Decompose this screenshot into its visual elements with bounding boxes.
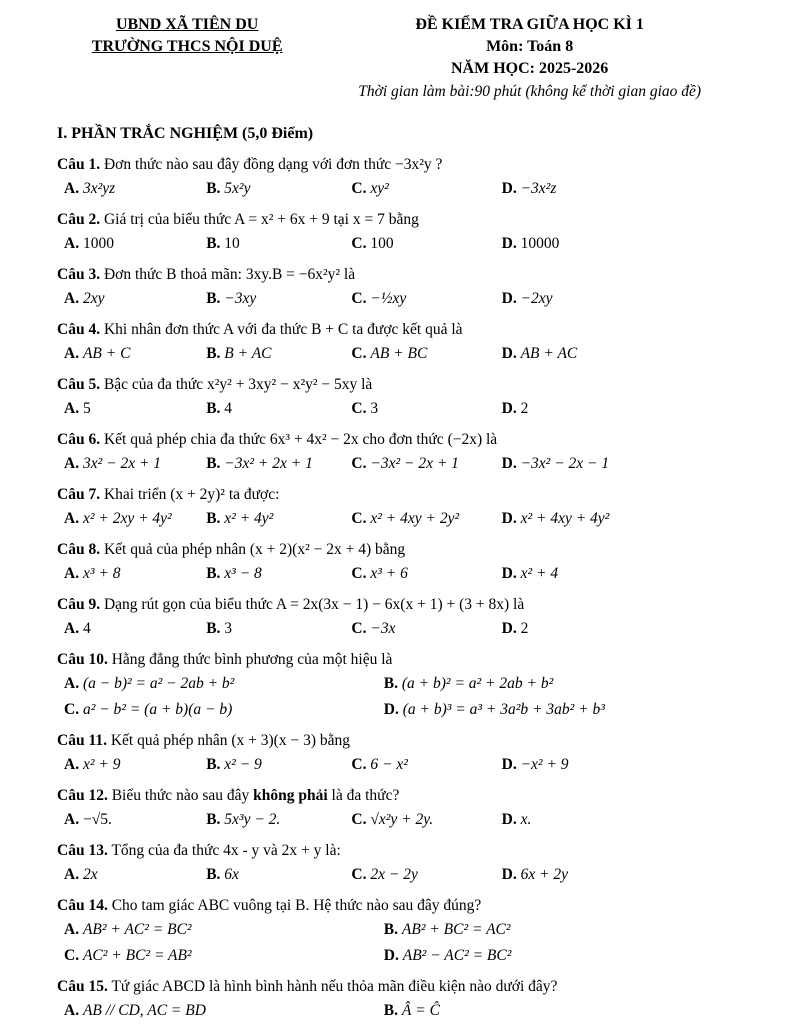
answer-option-d (502, 508, 742, 530)
option-letter: D. (383, 947, 399, 964)
answer-option-b (206, 754, 351, 776)
option-text: AB + BC (370, 345, 428, 362)
answer-option-c (351, 563, 501, 585)
question-label: Câu 10. (57, 651, 108, 668)
answer-option-c (351, 343, 501, 365)
option-text: −3x (370, 620, 396, 637)
option-letter: C. (351, 756, 367, 773)
option-letter: A. (64, 675, 80, 692)
option-text: 6 − x² (370, 756, 408, 773)
option-letter: B. (383, 921, 399, 938)
option-text: −3x²z (520, 180, 557, 197)
option-letter: D. (501, 455, 517, 472)
options-row (57, 618, 742, 640)
answer-option-d (502, 288, 742, 310)
option-text: 2xy (82, 290, 105, 307)
options-row (57, 288, 742, 310)
options-row (57, 453, 742, 475)
option-letter: B. (206, 235, 221, 252)
option-text: (a − b)² = a² − 2ab + b² (82, 675, 235, 692)
option-text: 3 (370, 400, 379, 417)
option-text: 4 (82, 620, 91, 637)
question-6 (57, 429, 742, 475)
answer-option-d (502, 809, 742, 831)
question-text: Đơn thức nào sau đây đồng dạng với đơn thức −3x²y ? (103, 156, 443, 173)
answer-option-a (64, 919, 384, 941)
answer-option-c (351, 398, 501, 420)
option-text: x. (520, 811, 532, 828)
question-11 (57, 730, 742, 776)
answer-option-c (351, 809, 501, 831)
question-text: Tứ giác ABCD là hình bình hành nếu thỏa mãn điều kiện nào dưới đây? (111, 978, 558, 995)
question-label: Câu 1. (57, 156, 101, 173)
option-letter: C. (351, 866, 367, 883)
option-text: x³ + 8 (82, 565, 121, 582)
answer-option-a (64, 673, 384, 695)
question-text: Kết quả phép chia đa thức 6x³ + 4x² − 2x cho đơn thức (−2x) là (103, 431, 498, 448)
option-letter: B. (206, 180, 221, 197)
answer-option-d (502, 178, 742, 200)
answer-option-d (502, 563, 742, 585)
question-line (57, 649, 742, 671)
question-line (57, 319, 742, 341)
option-letter: D. (501, 620, 517, 637)
answer-option-c (64, 945, 384, 967)
question-label: Câu 11. (57, 732, 107, 749)
option-letter: A. (64, 290, 80, 307)
option-text: AB² + AC² = BC² (82, 921, 192, 938)
option-letter: A. (64, 620, 80, 637)
answer-option-a (64, 398, 206, 420)
question-line (57, 154, 742, 176)
answer-option-c (351, 864, 501, 886)
question-label: Câu 5. (57, 376, 101, 393)
option-letter: B. (206, 455, 221, 472)
option-text: 6x (224, 866, 239, 883)
question-text: Hằng đẳng thức bình phương của một hiệu là (111, 651, 393, 668)
answer-option-a (64, 754, 206, 776)
header-exam-block (317, 14, 742, 103)
question-text: Kết quả của phép nhân (x + 2)(x² − 2x + 4) bằng (103, 541, 406, 558)
option-text: 1000 (82, 235, 114, 252)
option-letter: D. (501, 866, 517, 883)
option-letter: C. (64, 701, 80, 718)
answer-option-b (206, 398, 351, 420)
option-text: 5 (82, 400, 91, 417)
option-text: −√5. (82, 811, 112, 828)
option-letter: C. (351, 455, 367, 472)
option-letter: D. (501, 290, 517, 307)
option-text: −3xy (224, 290, 257, 307)
option-letter: C. (351, 345, 367, 362)
option-letter: C. (351, 235, 367, 252)
exam-time-note: Thời gian làm bài:90 phút (không kể thời gian giao đề) (358, 83, 702, 100)
answer-option-b (384, 919, 742, 941)
option-letter: A. (64, 455, 80, 472)
answer-option-a (64, 453, 206, 475)
option-text: 100 (370, 235, 394, 252)
answer-option-c (351, 453, 501, 475)
option-letter: A. (64, 345, 80, 362)
answer-option-b (206, 233, 351, 255)
option-letter: B. (206, 620, 221, 637)
options-row (57, 398, 742, 420)
option-letter: D. (501, 756, 517, 773)
option-letter: A. (64, 756, 80, 773)
option-letter: D. (383, 701, 399, 718)
options-row (57, 343, 742, 365)
option-letter: A. (64, 565, 80, 582)
option-text: −3x² − 2x + 1 (370, 455, 459, 472)
option-letter: D. (501, 811, 517, 828)
options-row (57, 673, 742, 721)
option-text: 2x − 2y (370, 866, 418, 883)
option-letter: B. (206, 510, 221, 527)
option-letter: C. (351, 400, 367, 417)
option-letter: D. (501, 235, 517, 252)
option-text: xy² (370, 180, 389, 197)
question-12 (57, 785, 742, 831)
option-letter: A. (64, 400, 80, 417)
option-letter: D. (501, 345, 517, 362)
option-text: −2xy (520, 290, 553, 307)
option-letter: C. (351, 290, 367, 307)
question-13 (57, 840, 742, 886)
answer-option-c (351, 508, 501, 530)
options-row (57, 563, 742, 585)
question-14 (57, 895, 742, 967)
exam-header (57, 14, 742, 103)
question-5 (57, 374, 742, 420)
question-label: Câu 3. (57, 266, 101, 283)
option-text: x² + 4 (520, 565, 559, 582)
option-text: 2 (520, 620, 529, 637)
option-letter: A. (64, 235, 80, 252)
answer-option-c (351, 233, 501, 255)
answer-option-a (64, 178, 206, 200)
answer-option-c (351, 618, 501, 640)
option-text: 5x³y − 2. (224, 811, 281, 828)
options-row (57, 1000, 742, 1022)
exam-title: ĐỀ KIỂM TRA GIỮA HỌC KÌ 1 (415, 16, 644, 33)
option-letter: C. (351, 510, 367, 527)
question-1 (57, 154, 742, 200)
question-line (57, 539, 742, 561)
option-letter: A. (64, 510, 80, 527)
answer-option-d (502, 864, 742, 886)
option-text: 4 (224, 400, 233, 417)
question-label: Câu 9. (57, 596, 101, 613)
answer-option-a (64, 288, 206, 310)
option-letter: C. (351, 811, 367, 828)
option-letter: B. (383, 675, 399, 692)
question-line (57, 895, 742, 917)
answer-option-c (351, 288, 501, 310)
question-2 (57, 209, 742, 255)
option-letter: B. (206, 756, 221, 773)
option-letter: C. (351, 620, 367, 637)
option-letter: C. (351, 180, 367, 197)
option-text: 10000 (520, 235, 560, 252)
question-label: Câu 4. (57, 321, 101, 338)
option-text: AB² + BC² = AC² (401, 921, 511, 938)
options-row (57, 508, 742, 530)
answer-option-a (64, 809, 206, 831)
answer-option-a (64, 1000, 384, 1022)
answer-option-d (384, 945, 742, 967)
question-label: Câu 13. (57, 842, 108, 859)
option-text: 2x (82, 866, 98, 883)
option-text: x³ − 8 (224, 565, 262, 582)
answer-option-c (351, 754, 501, 776)
option-text: x² + 4y² (224, 510, 274, 527)
question-9 (57, 594, 742, 640)
option-text: AB // CD, AC = BD (82, 1002, 206, 1019)
question-4 (57, 319, 742, 365)
option-text: AC² + BC² = AB² (82, 947, 192, 964)
option-text: x² + 4xy + 2y² (370, 510, 460, 527)
option-letter: B. (206, 811, 221, 828)
answer-option-d (502, 453, 742, 475)
option-letter: B. (206, 290, 221, 307)
question-label: Câu 2. (57, 211, 101, 228)
option-letter: B. (383, 1002, 399, 1019)
question-text: Khi nhân đơn thức A với đa thức B + C ta được kết quả là (103, 321, 463, 338)
option-text: 3 (224, 620, 233, 637)
answer-option-c (351, 178, 501, 200)
question-label: Câu 8. (57, 541, 101, 558)
question-text: Dạng rút gọn của biểu thức A = 2x(3x − 1) − 6x(x + 1) + (3 + 8x) là (103, 596, 525, 613)
option-letter: A. (64, 1002, 80, 1019)
question-label: Câu 7. (57, 486, 101, 503)
question-line (57, 594, 742, 616)
header-school-block (57, 14, 317, 103)
question-text: Tổng của đa thức 4x - y và 2x + y là: (111, 842, 341, 859)
answer-option-b (206, 178, 351, 200)
answer-option-a (64, 508, 206, 530)
question-text: Biểu thức nào sau đây không phải là đa thức? (111, 787, 400, 804)
option-letter: B. (206, 565, 221, 582)
exam-subject: Môn: Toán 8 (486, 38, 574, 55)
exam-school-year: NĂM HỌC: 2025-2026 (450, 60, 609, 77)
option-text: √x²y + 2y. (370, 811, 434, 828)
option-text: 6x + 2y (520, 866, 569, 883)
question-text: Đơn thức B thoả mãn: 3xy.B = −6x²y² là (103, 266, 356, 283)
question-line (57, 374, 742, 396)
questions-container (57, 154, 742, 1022)
answer-option-a (64, 343, 206, 365)
question-15 (57, 976, 742, 1022)
option-letter: D. (501, 180, 517, 197)
answer-option-d (384, 699, 742, 721)
question-line (57, 429, 742, 451)
option-text: x² + 4xy + 4y² (520, 510, 610, 527)
options-row (57, 754, 742, 776)
question-line (57, 484, 742, 506)
option-text: AB + AC (520, 345, 578, 362)
answer-option-b (206, 288, 351, 310)
answer-option-a (64, 233, 206, 255)
question-line (57, 730, 742, 752)
question-line (57, 264, 742, 286)
question-text: Cho tam giác ABC vuông tại B. Hệ thức nào sau đây đúng? (111, 897, 482, 914)
header-school-name: TRƯỜNG THCS NỘI DUỆ (91, 38, 283, 55)
answer-option-d (502, 618, 742, 640)
answer-option-d (502, 343, 742, 365)
question-10 (57, 649, 742, 721)
answer-option-b (206, 618, 351, 640)
answer-option-b (384, 1000, 742, 1022)
option-text: 3x² − 2x + 1 (82, 455, 162, 472)
option-letter: D. (501, 565, 517, 582)
option-letter: B. (206, 400, 221, 417)
option-text: −3x² + 2x + 1 (224, 455, 313, 472)
question-label: Câu 15. (57, 978, 108, 995)
options-row (57, 809, 742, 831)
question-text: Kết quả phép nhân (x + 3)(x − 3) bằng (110, 732, 350, 749)
question-8 (57, 539, 742, 585)
question-line (57, 840, 742, 862)
answer-option-b (206, 343, 351, 365)
question-label: Câu 12. (57, 787, 108, 804)
question-3 (57, 264, 742, 310)
question-line (57, 785, 742, 807)
question-text: Bậc của đa thức x²y² + 3xy² − x²y² − 5xy là (103, 376, 373, 393)
option-text: 2 (520, 400, 529, 417)
question-label: Câu 6. (57, 431, 101, 448)
option-text: AB + C (82, 345, 131, 362)
options-row (57, 233, 742, 255)
option-text: x² − 9 (224, 756, 262, 773)
answer-option-d (502, 398, 742, 420)
header-authority: UBND XÃ TIÊN DU (115, 16, 259, 33)
options-row (57, 864, 742, 886)
answer-option-a (64, 864, 206, 886)
option-text: −½xy (370, 290, 407, 307)
answer-option-a (64, 563, 206, 585)
option-text: B + AC (224, 345, 272, 362)
option-text: (a + b)³ = a³ + 3a²b + 3ab² + b³ (402, 701, 605, 718)
option-text: a² − b² = (a + b)(a − b) (82, 701, 233, 718)
option-letter: D. (501, 510, 517, 527)
option-letter: A. (64, 811, 80, 828)
answer-option-b (384, 673, 742, 695)
option-text: x³ + 6 (370, 565, 408, 582)
option-text: 5x²y (224, 180, 251, 197)
option-text: x² + 2xy + 4y² (82, 510, 172, 527)
answer-option-b (206, 864, 351, 886)
answer-option-b (206, 809, 351, 831)
section-title: I. PHẦN TRẮC NGHIỆM (5,0 Điểm) (57, 125, 314, 142)
options-row (57, 919, 742, 967)
answer-option-d (502, 754, 742, 776)
answer-option-a (64, 618, 206, 640)
question-label: Câu 14. (57, 897, 108, 914)
option-letter: A. (64, 866, 80, 883)
answer-option-c (64, 699, 384, 721)
question-line (57, 209, 742, 231)
option-letter: A. (64, 180, 80, 197)
option-letter: B. (206, 345, 221, 362)
answer-option-d (502, 233, 742, 255)
answer-option-b (206, 508, 351, 530)
option-text: 3x²yz (82, 180, 116, 197)
option-letter: B. (206, 866, 221, 883)
option-text: AB² − AC² = BC² (402, 947, 512, 964)
option-text: Â = Ĉ (401, 1002, 440, 1019)
option-text: x² + 9 (82, 756, 121, 773)
option-text: (a + b)² = a² + 2ab + b² (401, 675, 554, 692)
option-text: −x² + 9 (520, 756, 569, 773)
option-text: 10 (224, 235, 240, 252)
option-letter: A. (64, 921, 80, 938)
question-text: Giá trị của biểu thức A = x² + 6x + 9 tại x = 7 bằng (103, 211, 419, 228)
answer-option-b (206, 563, 351, 585)
question-text: Khai triển (x + 2y)² ta được: (103, 486, 280, 503)
question-line (57, 976, 742, 998)
option-text: −3x² − 2x − 1 (520, 455, 610, 472)
options-row (57, 178, 742, 200)
option-letter: C. (351, 565, 367, 582)
question-7 (57, 484, 742, 530)
answer-option-b (206, 453, 351, 475)
option-letter: D. (501, 400, 517, 417)
option-letter: C. (64, 947, 80, 964)
